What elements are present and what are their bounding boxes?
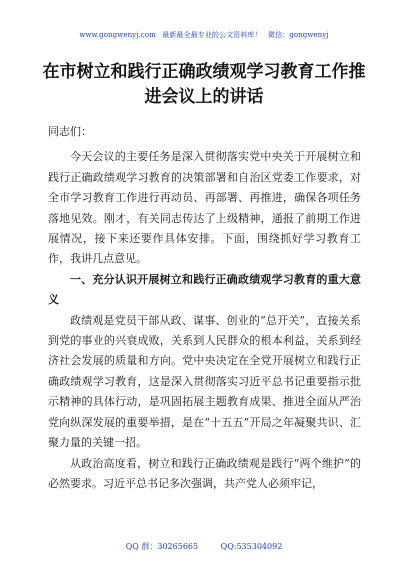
header-website-link[interactable]: www.gongwenyj.com — [79, 31, 156, 39]
header-bar — [0, 30, 408, 40]
intro-paragraph: 今天会议的主要任务是深入贯彻落实党中央关于开展树立和践行正确政绩观学习教育的决策部署和自治区党委工作要求，对全市学习教育工作进行再动员、再部署、再推进，确保各项任务落地见效。刚才，有关同志传达了上级精神，通报了前期工作进展情况，接下来还要作具体安排。下面，围绕抓好学习教育工作，我讲几点意见。 — [48, 150, 361, 266]
body-paragraph: 从政治高度看，树立和践行正确政绩观是践行“两个维护”的必然要求。习近平总书记多次强调，共产党人必须牢记， — [48, 456, 361, 490]
salutation: 同志们： — [48, 125, 92, 138]
section-heading-1: 一、充分认识开展树立和践行正确政绩观学习教育的重大意义 — [48, 272, 361, 307]
document-body — [48, 122, 361, 494]
document-title: 在市树立和践行正确政绩观学习教育工作推进会议上的讲话 — [42, 62, 366, 107]
header-wechat: 微信：gongwenyj — [267, 31, 329, 39]
footer-qq-group: QQ 群：30265665 — [125, 542, 199, 551]
body-paragraph: 政绩观是党员干部从政、谋事、创业的“总开关”，直接关系到党的事业的兴衰成败，关系到人民群众的根本利益，关系到经济社会发展的质量和方向。党中央决定在全党开展树立和践行正确政绩观学习教育，这是深入贯彻落实习近平总书记重要指示批示精神的具体行动，是巩固拓展主题教育成果、推进全面从严治党向纵深发展的重要举措，是在“十五五”开局之年凝聚共识、汇聚力量的关键一招。 — [48, 313, 361, 450]
footer-bar — [0, 541, 408, 552]
header-slogan: 最新最全最专业的公文资料库！ — [162, 31, 262, 39]
footer-qq: QQ:535304092 — [220, 542, 283, 551]
